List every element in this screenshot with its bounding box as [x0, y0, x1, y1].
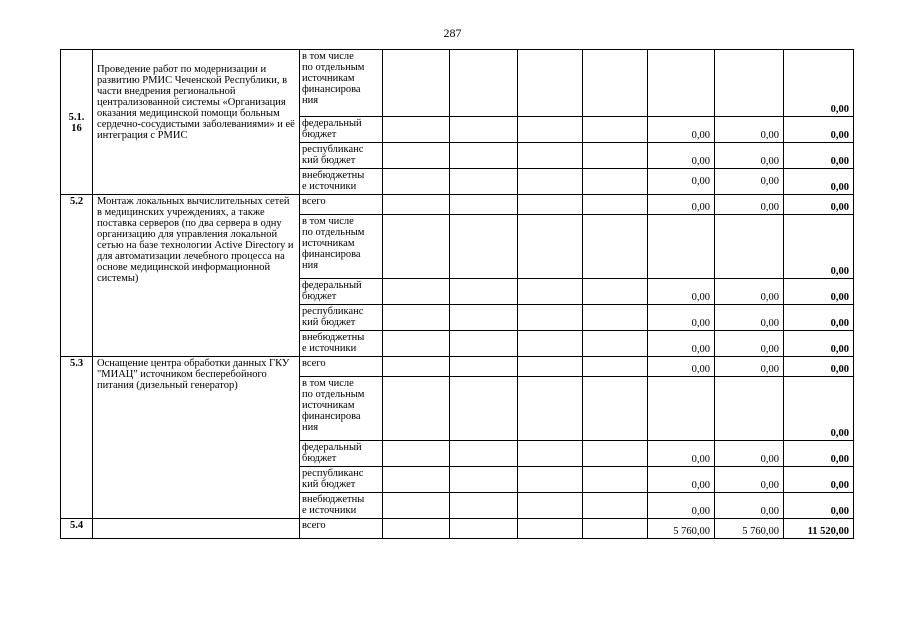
value-cell: 0,00 [715, 331, 784, 357]
source-label: в том числе по отдельным источникам финансирова ния [300, 215, 383, 279]
source-label: республиканс кий бюджет [300, 467, 383, 493]
source-label: всего [300, 519, 383, 539]
value-cell: 0,00 [715, 117, 784, 143]
budget-table [60, 49, 854, 539]
table-row [61, 519, 854, 539]
value-cell: 0,00 [784, 377, 854, 441]
source-label: внебюджетны е источники [300, 331, 383, 357]
row-number: 5.3 [61, 357, 93, 519]
source-label: республиканс кий бюджет [300, 305, 383, 331]
value-cell: 0,00 [648, 331, 715, 357]
value-cell: 0,00 [784, 215, 854, 279]
page-number: 287 [443, 26, 462, 40]
source-label: федеральный бюджет [300, 441, 383, 467]
value-cell: 0,00 [648, 357, 715, 377]
value-cell: 0,00 [715, 279, 784, 305]
value-cell: 0,00 [648, 305, 715, 331]
value-cell: 5 760,00 [648, 519, 715, 539]
value-cell: 0,00 [784, 467, 854, 493]
source-label: в том числе по отдельным источникам финансирова ния [300, 50, 383, 117]
value-cell: 0,00 [715, 143, 784, 169]
value-cell: 0,00 [784, 279, 854, 305]
source-label: федеральный бюджет [300, 279, 383, 305]
value-cell: 0,00 [784, 195, 854, 215]
value-cell: 0,00 [784, 493, 854, 519]
source-label: внебюджетны е источники [300, 493, 383, 519]
value-cell: 0,00 [648, 493, 715, 519]
value-cell: 0,00 [648, 169, 715, 195]
source-label: всего [300, 195, 383, 215]
value-cell: 0,00 [784, 50, 854, 117]
source-label: в том числе по отдельным источникам финансирова ния [300, 377, 383, 441]
value-cell: 0,00 [715, 195, 784, 215]
value-cell: 0,00 [648, 467, 715, 493]
value-cell: 11 520,00 [784, 519, 854, 539]
value-cell: 0,00 [784, 305, 854, 331]
value-cell: 0,00 [648, 117, 715, 143]
value-cell: 0,00 [784, 117, 854, 143]
source-label: всего [300, 357, 383, 377]
value-cell: 0,00 [715, 467, 784, 493]
value-cell: 0,00 [648, 279, 715, 305]
value-cell: 0,00 [784, 441, 854, 467]
value-cell: 0,00 [715, 169, 784, 195]
table-row [61, 50, 854, 117]
value-cell: 0,00 [784, 143, 854, 169]
value-cell: 0,00 [648, 195, 715, 215]
table-row [61, 357, 854, 377]
row-number: 5.2 [61, 195, 93, 357]
row-number: 5.1. 16 [61, 50, 93, 195]
value-cell: 0,00 [784, 357, 854, 377]
source-label: внебюджетны е источники [300, 169, 383, 195]
table-row [61, 195, 854, 215]
row-description: Оснащение центра обработки данных ГКУ "МИАЦ" источником бесперебойного питания (дизельный генератор) [93, 357, 300, 519]
value-cell: 0,00 [715, 441, 784, 467]
value-cell: 5 760,00 [715, 519, 784, 539]
row-description: Проведение работ по модернизации и развитию РМИС Чеченской Республики, в части внедрения региональной централизованной системы «Организация оказания медицинской помощи больным сердечно-сосудистыми заболеваниями» и её интеграция с РМИС [93, 50, 300, 195]
row-number: 5.4 [61, 519, 93, 539]
row-description: Монтаж локальных вычислительных сетей в медицинских учреждениях, а также поставка серверов (по два сервера в одну организацию для управления локальной сетью на базе технологии Active Directory и для автоматизации лечебного процесса на основе медицинской информационной системы) [93, 195, 300, 357]
value-cell: 0,00 [784, 331, 854, 357]
value-cell: 0,00 [715, 357, 784, 377]
source-label: республиканс кий бюджет [300, 143, 383, 169]
source-label: федеральный бюджет [300, 117, 383, 143]
value-cell: 0,00 [648, 143, 715, 169]
value-cell: 0,00 [715, 305, 784, 331]
value-cell: 0,00 [784, 169, 854, 195]
value-cell: 0,00 [715, 493, 784, 519]
value-cell: 0,00 [648, 441, 715, 467]
row-description [93, 519, 300, 539]
